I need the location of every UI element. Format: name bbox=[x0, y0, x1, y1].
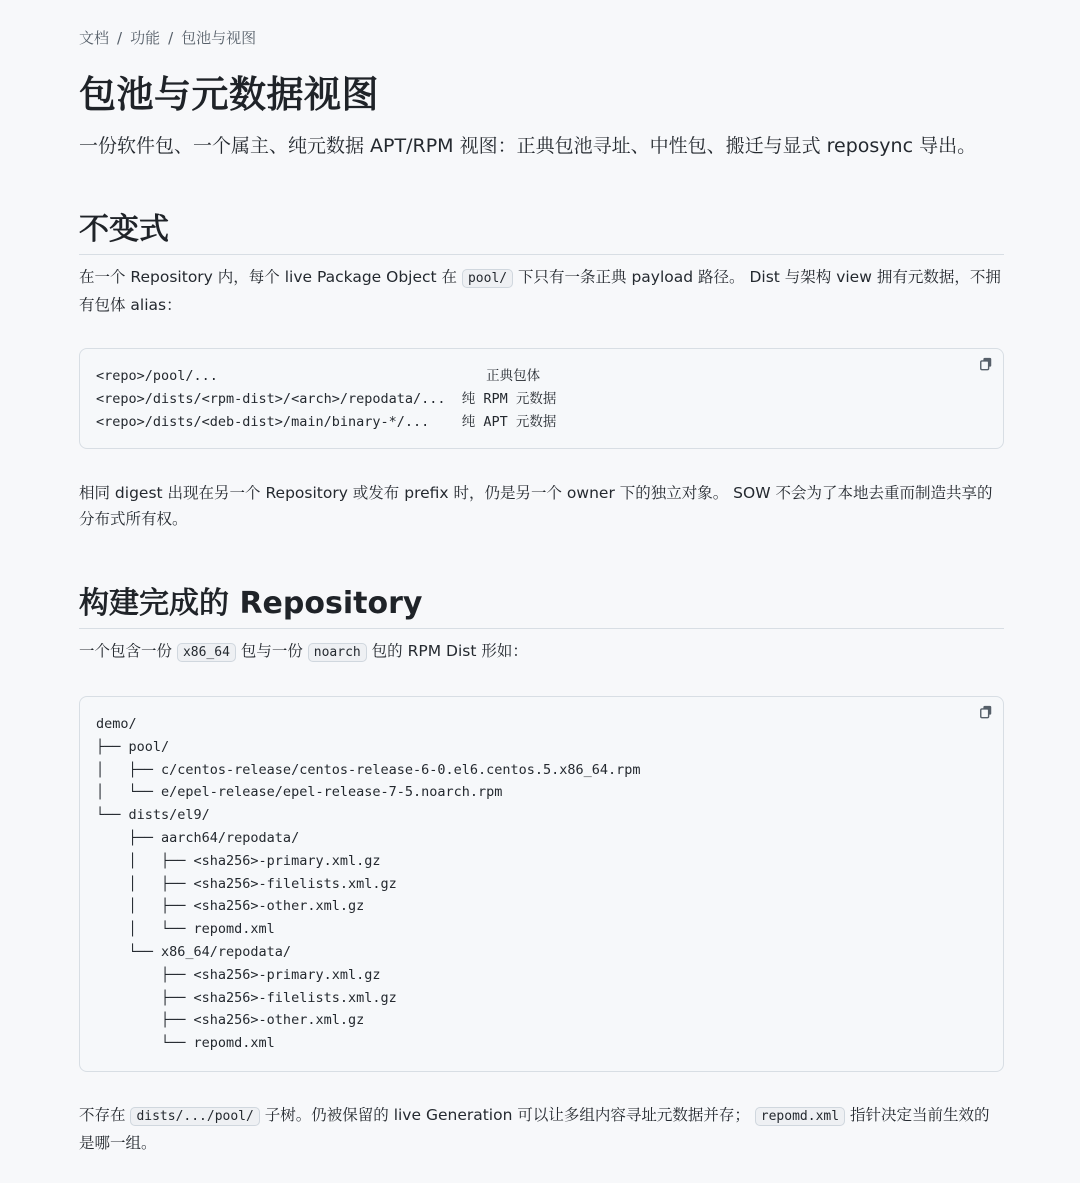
breadcrumb-item-features[interactable]: 功能 bbox=[130, 29, 161, 47]
text-run: 不存在 bbox=[79, 1106, 131, 1124]
inline-code-repomd: repomd.xml bbox=[755, 1107, 845, 1126]
page-title: 包池与元数据视图 bbox=[79, 73, 379, 116]
breadcrumb bbox=[79, 27, 256, 48]
copy-button[interactable] bbox=[977, 355, 995, 373]
no-pool-subtree-paragraph bbox=[79, 1102, 1004, 1156]
code-block-tree bbox=[79, 696, 1004, 1072]
rpm-dist-intro bbox=[79, 638, 1004, 666]
digest-paragraph: 相同 digest 出现在另一个 Repository 或发布 prefix 时，仍是另一个 owner 下的独立对象。 SOW 不会为了本地去重而制造共享的分布式所有权。 bbox=[79, 484, 993, 528]
copy-button[interactable] bbox=[977, 703, 995, 721]
breadcrumb-item-current: 包池与视图 bbox=[181, 29, 257, 47]
section-heading-built-repository: 构建完成的 Repository bbox=[79, 578, 1004, 629]
code-content: <repo>/pool/... 正典包体 <repo>/dists/<rpm-dist>/<arch>/repodata/... 纯 RPM 元数据 <repo>/dists/<deb-dist>/main/binary-*/... 纯 APT 元数据 bbox=[96, 368, 557, 430]
code-block-paths bbox=[79, 348, 1004, 449]
inline-code-pool: pool/ bbox=[462, 269, 513, 288]
invariants-paragraph bbox=[79, 264, 1004, 318]
text-run: 包与一份 bbox=[235, 642, 308, 660]
copy-icon bbox=[979, 357, 993, 371]
breadcrumb-item-docs[interactable]: 文档 bbox=[79, 29, 110, 47]
text-run: 下只有一条正典 payload 路径。 Dist 与架构 view 拥有元数据，不拥有包体 alias： bbox=[79, 268, 1001, 314]
inline-code-noarch: noarch bbox=[308, 643, 367, 662]
text-run: 包的 RPM Dist 形如： bbox=[366, 642, 528, 660]
breadcrumb-separator: / bbox=[168, 28, 174, 47]
inline-code-dists-pool: dists/.../pool/ bbox=[130, 1107, 259, 1126]
text-run: 一个包含一份 bbox=[79, 642, 177, 660]
code-content: demo/ ├── pool/ │ ├── c/centos-release/centos-release-6-0.el6.centos.5.x86_64.rpm │ └── e/epel-release/epel-release-7-5.noarch.rpm └── dists/el9/ ├── aarch64/repodata/ │ ├── <sha256>-primary.xml.gz │ ├── <sha256>-filelists.xml.gz │ ├── <sha256>-other.xml.gz │ └── repomd.xml └── x86_64/repodata/ ├── <sha256>-primary.xml.gz ├── <sha256>-filelists.xml.gz ├── <sha256>-other.xml.gz └── repomd.xml bbox=[96, 716, 641, 1052]
page-lead: 一份软件包、一个属主、纯元数据 APT/RPM 视图：正典包池寻址、中性包、搬迁与显式 reposync 导出。 bbox=[79, 135, 977, 157]
inline-code-x86_64: x86_64 bbox=[177, 643, 236, 662]
text-run: 子树。仍被保留的 live Generation 可以让多组内容寻址元数据并存； bbox=[259, 1106, 755, 1124]
text-run: 在一个 Repository 内，每个 live Package Object 在 bbox=[79, 268, 462, 286]
copy-icon bbox=[979, 705, 993, 719]
breadcrumb-separator: / bbox=[117, 28, 123, 47]
section-heading-invariants: 不变式 bbox=[79, 204, 1004, 255]
text-run: 指针决定当前生效的是哪一组。 bbox=[79, 1106, 990, 1152]
